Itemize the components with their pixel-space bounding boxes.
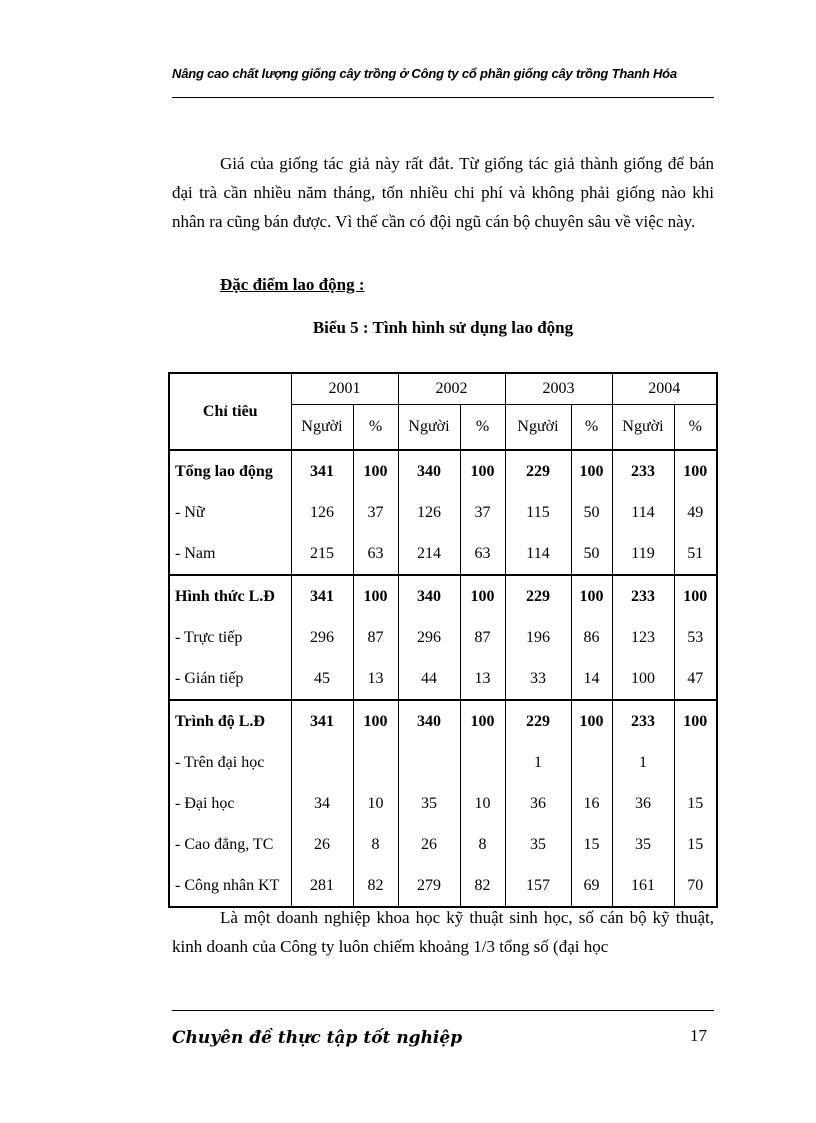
page-number: 17 xyxy=(690,1026,707,1045)
cell-people: 340 xyxy=(398,450,460,492)
table-row xyxy=(169,783,717,824)
cell-percent: 100 xyxy=(571,700,612,742)
cell-people: 161 xyxy=(612,865,674,907)
cell-percent: 100 xyxy=(674,700,717,742)
cell-people: 36 xyxy=(505,783,571,824)
cell-people: 157 xyxy=(505,865,571,907)
cell-people: 340 xyxy=(398,575,460,617)
cell-people: 341 xyxy=(291,575,353,617)
cell-percent xyxy=(460,742,505,783)
table-row xyxy=(169,492,717,533)
cell-people: 233 xyxy=(612,575,674,617)
row-label: - Cao đẳng, TC xyxy=(169,824,291,865)
paragraph-continuation: Là một doanh nghiệp khoa học kỹ thuật sinh học, số cán bộ kỹ thuật, kinh doanh của Công ty luôn chiếm khoảng 1/3 tổng số (đại học xyxy=(172,908,714,956)
row-label: - Đại học xyxy=(169,783,291,824)
cell-people: 1 xyxy=(505,742,571,783)
cell-percent: 47 xyxy=(674,658,717,700)
percent-header: % xyxy=(674,405,717,451)
cell-percent: 49 xyxy=(674,492,717,533)
cell-percent: 86 xyxy=(571,617,612,658)
cell-percent: 100 xyxy=(353,700,398,742)
row-label: - Nữ xyxy=(169,492,291,533)
row-label: Trình độ L.Đ xyxy=(169,700,291,742)
cell-percent: 63 xyxy=(460,533,505,575)
table-row xyxy=(169,533,717,575)
paragraph-intro: Giá của giống tác giả này rất đắt. Từ giống tác giả thành giống để bán đại trà cần nhiều năm tháng, tốn nhiều chi phí và không phải giống nào khi nhân ra cũng bán được. Vì thế cần có đội ngũ cán bộ chuyên sâu về việc này. xyxy=(172,154,714,231)
cell-people: 33 xyxy=(505,658,571,700)
header-divider xyxy=(172,97,714,98)
people-header: Người xyxy=(398,405,460,451)
table-title: Biểu 5 : Tình hình sử dụng lao động xyxy=(312,318,574,337)
cell-percent: 100 xyxy=(460,450,505,492)
table-row xyxy=(169,865,717,907)
cell-percent: 100 xyxy=(460,700,505,742)
year-header: 2004 xyxy=(612,373,717,405)
cell-people: 26 xyxy=(398,824,460,865)
corner-header: Chỉ tiêu xyxy=(169,373,291,450)
cell-percent: 82 xyxy=(353,865,398,907)
cell-percent: 70 xyxy=(674,865,717,907)
cell-people: 279 xyxy=(398,865,460,907)
cell-people: 35 xyxy=(505,824,571,865)
cell-people: 114 xyxy=(505,533,571,575)
cell-percent: 13 xyxy=(460,658,505,700)
cell-percent: 87 xyxy=(353,617,398,658)
cell-people: 233 xyxy=(612,450,674,492)
table-row xyxy=(169,658,717,700)
cell-people: 214 xyxy=(398,533,460,575)
cell-people: 123 xyxy=(612,617,674,658)
cell-percent: 51 xyxy=(674,533,717,575)
cell-people: 35 xyxy=(612,824,674,865)
cell-percent xyxy=(571,742,612,783)
row-label: - Trực tiếp xyxy=(169,617,291,658)
cell-people: 115 xyxy=(505,492,571,533)
table-row xyxy=(169,700,717,742)
cell-people: 100 xyxy=(612,658,674,700)
cell-percent: 16 xyxy=(571,783,612,824)
cell-people: 341 xyxy=(291,450,353,492)
cell-percent: 100 xyxy=(571,575,612,617)
cell-percent: 100 xyxy=(571,450,612,492)
cell-people: 281 xyxy=(291,865,353,907)
cell-percent: 10 xyxy=(460,783,505,824)
cell-percent xyxy=(674,742,717,783)
cell-people xyxy=(291,742,353,783)
cell-percent: 100 xyxy=(353,575,398,617)
footer-label: Chuyên đề thực tập tốt nghiệp xyxy=(172,1028,463,1048)
cell-percent: 69 xyxy=(571,865,612,907)
cell-people: 35 xyxy=(398,783,460,824)
cell-percent: 37 xyxy=(353,492,398,533)
cell-percent: 87 xyxy=(460,617,505,658)
cell-percent: 14 xyxy=(571,658,612,700)
cell-people: 36 xyxy=(612,783,674,824)
cell-percent: 8 xyxy=(460,824,505,865)
cell-percent: 63 xyxy=(353,533,398,575)
table-body xyxy=(169,450,717,907)
cell-percent: 53 xyxy=(674,617,717,658)
row-label: - Trên đại học xyxy=(169,742,291,783)
table-row xyxy=(169,824,717,865)
cell-people: 114 xyxy=(612,492,674,533)
cell-percent: 50 xyxy=(571,533,612,575)
row-label: Tổng lao động xyxy=(169,450,291,492)
cell-people: 45 xyxy=(291,658,353,700)
cell-people: 26 xyxy=(291,824,353,865)
footer-divider xyxy=(172,1010,714,1011)
table-row xyxy=(169,742,717,783)
table-row xyxy=(169,617,717,658)
labor-table xyxy=(168,372,718,908)
percent-header: % xyxy=(353,405,398,451)
section-title: Đặc điểm lao động : xyxy=(220,275,365,294)
cell-people: 229 xyxy=(505,450,571,492)
cell-people: 126 xyxy=(291,492,353,533)
table-row xyxy=(169,450,717,492)
cell-people: 296 xyxy=(291,617,353,658)
row-label: - Công nhân KT xyxy=(169,865,291,907)
cell-people xyxy=(398,742,460,783)
cell-percent: 50 xyxy=(571,492,612,533)
running-header: Nâng cao chất lượng giống cây trồng ở Công ty cổ phần giống cây trồng Thanh Hóa xyxy=(172,66,677,81)
cell-percent: 100 xyxy=(353,450,398,492)
cell-percent: 10 xyxy=(353,783,398,824)
cell-percent: 100 xyxy=(460,575,505,617)
year-header: 2002 xyxy=(398,373,505,405)
cell-percent: 8 xyxy=(353,824,398,865)
cell-people: 229 xyxy=(505,700,571,742)
cell-percent: 15 xyxy=(571,824,612,865)
cell-people: 296 xyxy=(398,617,460,658)
percent-header: % xyxy=(460,405,505,451)
table-row xyxy=(169,575,717,617)
cell-people: 119 xyxy=(612,533,674,575)
cell-people: 229 xyxy=(505,575,571,617)
cell-people: 233 xyxy=(612,700,674,742)
cell-people: 34 xyxy=(291,783,353,824)
people-header: Người xyxy=(291,405,353,451)
cell-percent: 15 xyxy=(674,824,717,865)
cell-percent: 37 xyxy=(460,492,505,533)
cell-percent: 15 xyxy=(674,783,717,824)
cell-people: 340 xyxy=(398,700,460,742)
cell-people: 341 xyxy=(291,700,353,742)
people-header: Người xyxy=(612,405,674,451)
row-label: Hình thức L.Đ xyxy=(169,575,291,617)
cell-percent: 100 xyxy=(674,575,717,617)
cell-percent: 100 xyxy=(674,450,717,492)
cell-people: 1 xyxy=(612,742,674,783)
cell-percent: 82 xyxy=(460,865,505,907)
people-header: Người xyxy=(505,405,571,451)
cell-people: 44 xyxy=(398,658,460,700)
row-label: - Gián tiếp xyxy=(169,658,291,700)
cell-people: 215 xyxy=(291,533,353,575)
row-label: - Nam xyxy=(169,533,291,575)
cell-people: 126 xyxy=(398,492,460,533)
percent-header: % xyxy=(571,405,612,451)
year-header: 2003 xyxy=(505,373,612,405)
cell-people: 196 xyxy=(505,617,571,658)
cell-percent: 13 xyxy=(353,658,398,700)
year-header: 2001 xyxy=(291,373,398,405)
cell-percent xyxy=(353,742,398,783)
